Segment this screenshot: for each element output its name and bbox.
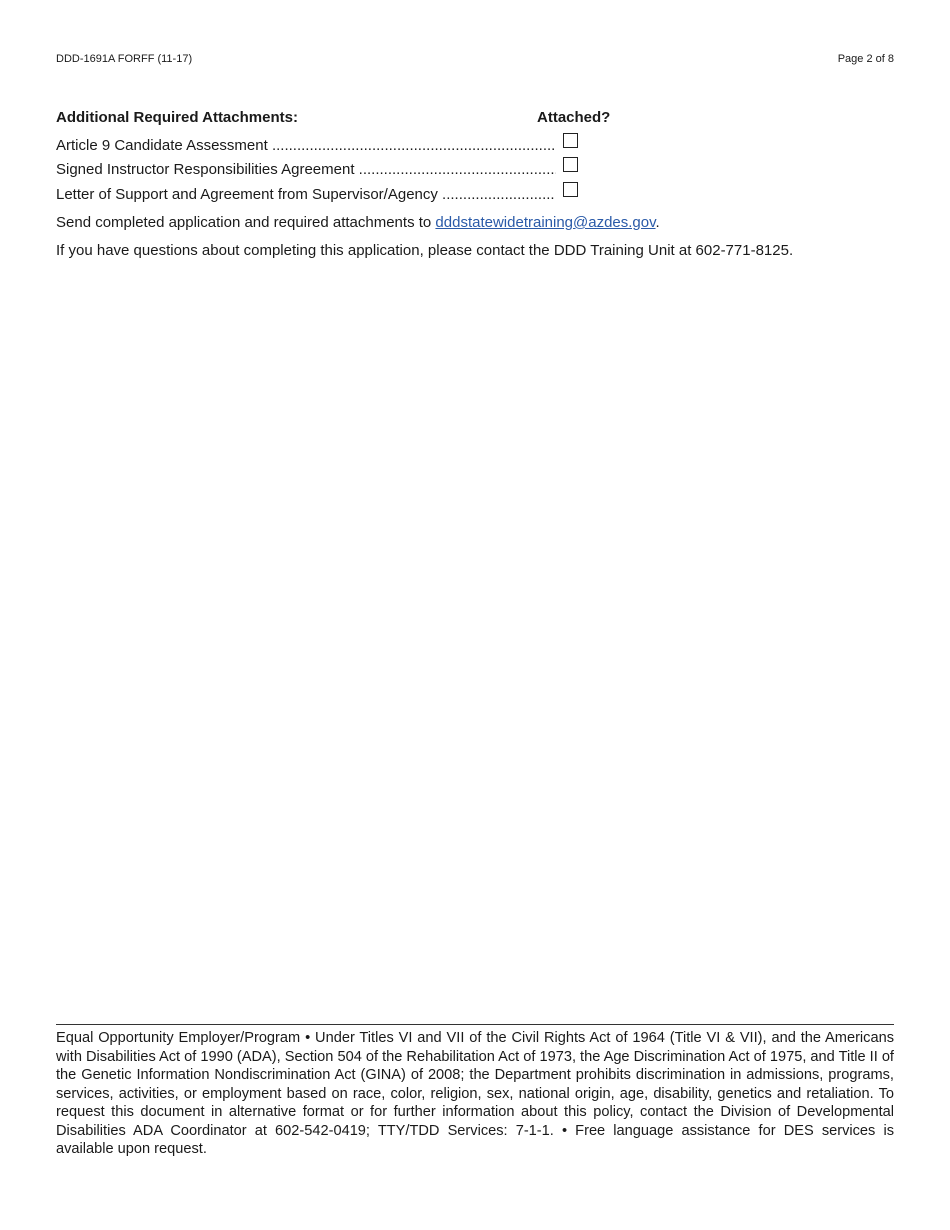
questions-contact: If you have questions about completing this application, please contact the DDD Training Unit at 602-771-8125.	[56, 242, 794, 259]
send-instructions	[56, 214, 660, 231]
attached-column-heading: Attached?	[537, 109, 611, 126]
attachment-row-instructor-agreement	[56, 161, 584, 181]
attachment-label: Letter of Support and Agreement from Supervisor/Agency .....	[56, 186, 556, 203]
attachment-label: Signed Instructor Responsibilities Agreement .....	[56, 161, 556, 178]
send-end: .	[655, 214, 660, 231]
attachment-row-article9	[56, 137, 584, 157]
attachments-header	[56, 109, 616, 129]
footer-divider	[56, 1024, 894, 1025]
attachment-row-letter-of-support	[56, 186, 584, 206]
attachment-label: Article 9 Candidate Assessment .....	[56, 137, 556, 154]
footer-notice: Equal Opportunity Employer/Program • Under Titles VI and VII of the Civil Rights Act of 1964 (Title VI & VII), and the Americans with Disabilities Act of 1990 (ADA), Section 504 of the Rehabilitation Act of 1973, the Age Discrimination Act of 1975, and Title II of the Genetic Information Nondiscrimination Act (GINA) of 2008; the Department prohibits discrimination in admissions, programs, services, activities, or employment based on race, color, religion, sex, national origin, age, disability, genetics and retaliation. To request this document in alternative format or for further information about this policy, contact the Division of Developmental Disabilities ADA Coordinator at 602-542-0419; TTY/TDD Services: 7-1-1. • Free language assistance for DES services is available upon request.	[56, 1030, 894, 1157]
email-link[interactable]: dddstatewidetraining@azdes.gov	[435, 214, 656, 231]
attached-checkbox-instructor-agreement[interactable]	[563, 157, 578, 172]
form-id: DDD-1691A FORFF (11-17)	[56, 53, 193, 65]
attached-checkbox-letter-of-support[interactable]	[563, 182, 578, 197]
attached-checkbox-article9[interactable]	[563, 133, 578, 148]
attachments-heading: Additional Required Attachments:	[56, 109, 298, 126]
send-text: Send completed application and required attachments to	[56, 214, 436, 231]
page-number: Page 2 of 8	[837, 53, 894, 65]
